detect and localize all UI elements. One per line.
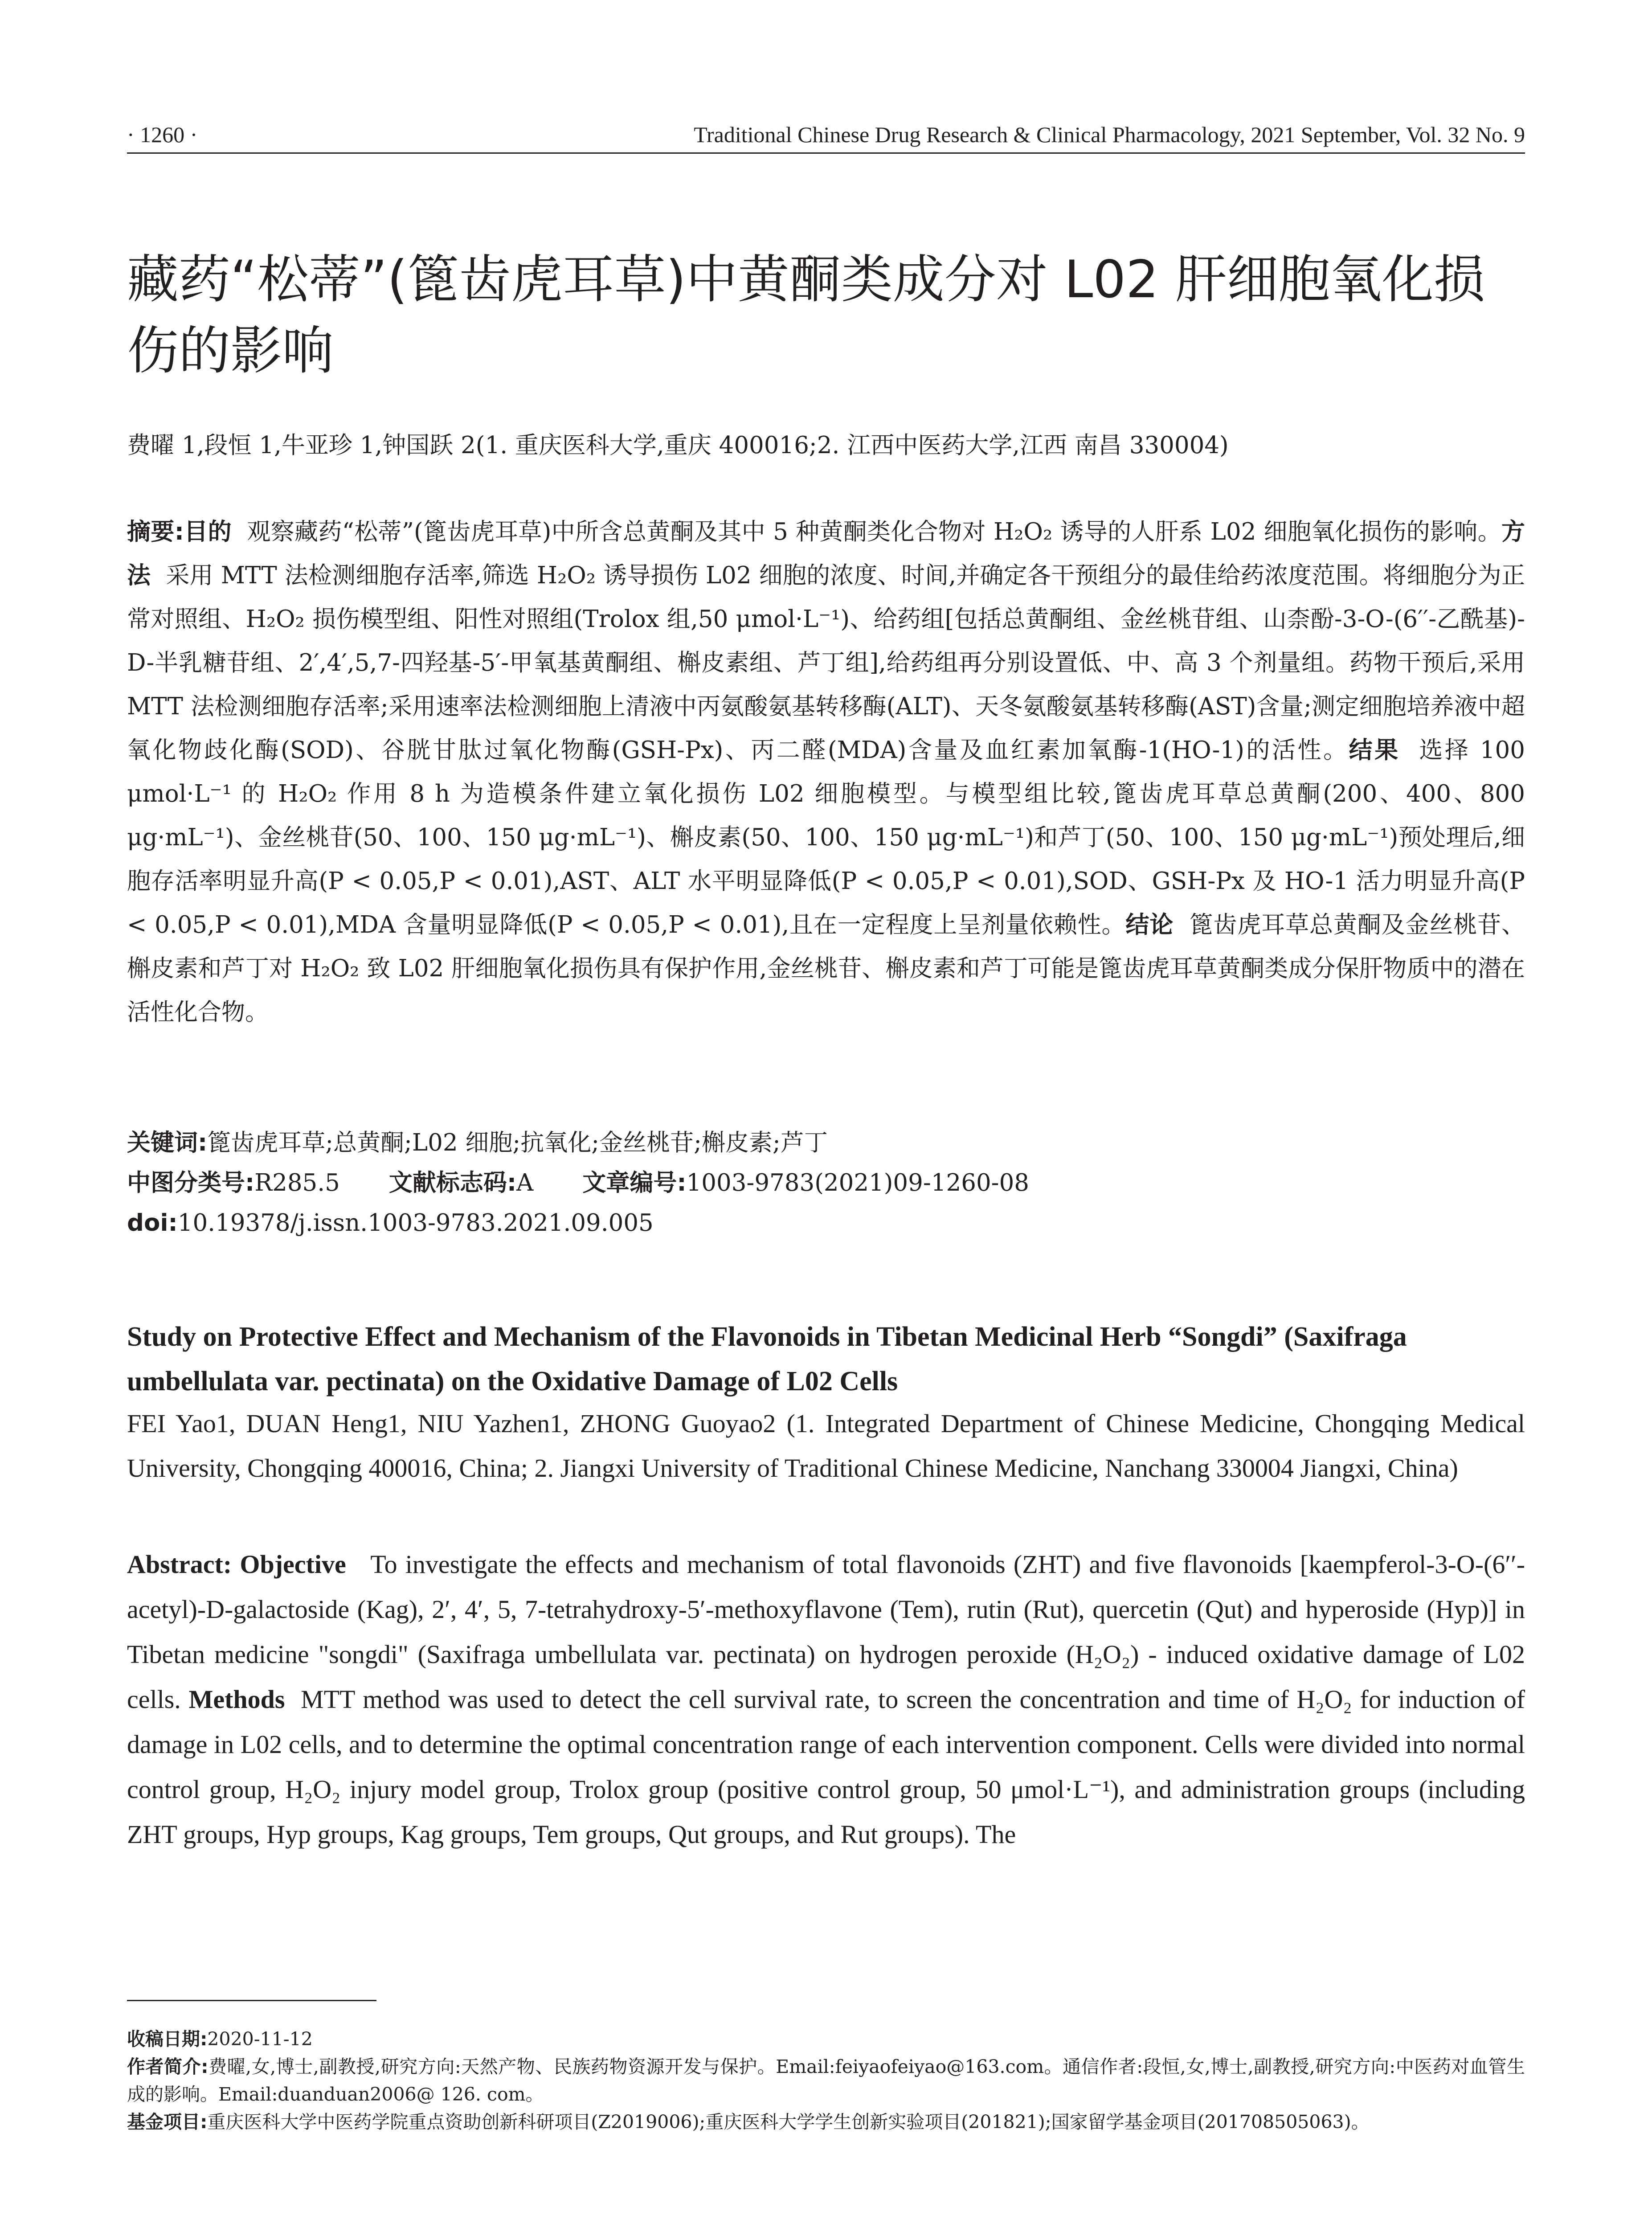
- article-number-label: 文章编号:: [582, 1169, 687, 1196]
- methods-text: 采用 MTT 法检测细胞存活率,筛选 H₂O₂ 诱导损伤 L02 细胞的浓度、时间,并确定各干预组分的最佳给药浓度范围。将细胞分为正常对照组、H₂O₂ 损伤模型组、阳性对照组(Trolox 组,50 μmol·L⁻¹)、给药组[包括总黄酮组、金丝桃苷组、山柰酚-3-O-(6′′-乙酰基)-D-半乳糖苷组、2′,4′,5,7-四羟基-5′-甲氧基黄酮组、槲皮素组、芦丁组],给药组再分别设置低、中、高 3 个剂量组。药物干预后,采用 MTT 法检测细胞存活率;采用速率法检测细胞上清液中丙氨酸氨基转移酶(ALT)、天冬氨酸氨基转移酶(AST)含量;测定细胞培养液中超氧化物歧化酶(SOD)、谷胱甘肽过氧化物酶(GSH-Px)、丙二醛(MDA)含量及血红素加氧酶-1(HO-1)的活性。: [127, 562, 1525, 764]
- results-text: 选择 100 μmol·L⁻¹ 的 H₂O₂ 作用 8 h 为造模条件建立氧化损伤 L02 细胞模型。与模型组比较,篦齿虎耳草总黄酮(200、400、800 μg·mL⁻¹)、金丝桃苷(50、100、150 μg·mL⁻¹)、槲皮素(50、100、150 μg·mL⁻¹)和芦丁(50、100、150 μg·mL⁻¹)预处理后,细胞存活率明显升高(P < 0.05,P < 0.01),AST、ALT 水平明显降低(P < 0.05,P < 0.01),SOD、GSH-Px 及 HO-1 活力明显升高(P < 0.05,P < 0.01),MDA 含量明显降低(P < 0.05,P < 0.01),且在一定程度上呈剂量依赖性。: [127, 737, 1525, 938]
- running-header: [127, 117, 1525, 154]
- doi-line: [127, 1203, 1525, 1243]
- document-code-value: A: [516, 1169, 534, 1196]
- objective-text: 观察藏药“松蒂”(篦齿虎耳草)中所含总黄酮及其中 5 种黄酮类化合物对 H₂O₂ 诱导的人肝系 L02 细胞氧化损伤的影响。: [247, 518, 1502, 545]
- keywords: [127, 1123, 1525, 1163]
- keywords-value: 篦齿虎耳草;总黄酮;L02 细胞;抗氧化;金丝桃苷;槲皮素;芦丁: [207, 1129, 828, 1156]
- doi-label: doi:: [127, 1209, 178, 1237]
- abstract-chinese: [127, 510, 1525, 1034]
- authors-english: FEI Yao1, DUAN Heng1, NIU Yazhen1, ZHONG Guoyao2 (1. Integrated Department of Chinese Medicine, Chongqing Medical University, Chongqing 400016, China; 2. Jiangxi University of Traditional Chinese Medicine, Nanchang 330004 Jiangxi, China): [127, 1409, 1525, 1483]
- keywords-label: 关键词:: [127, 1129, 208, 1156]
- title-english: Study on Protective Effect and Mechanism of the Flavonoids in Tibetan Medicinal Herb “Songdi” (Saxifraga umbellulata var. pectinata) on the Oxidative Damage of L02 Cells: [127, 1322, 1407, 1397]
- objective-en-label: Objective: [240, 1550, 346, 1579]
- clc-value: R285.5: [254, 1169, 340, 1196]
- methods-label: 方法: [127, 518, 1525, 589]
- classification-line: [127, 1163, 1525, 1203]
- conclusion-label: 结论: [1125, 911, 1174, 938]
- objective-label: 目的: [184, 518, 232, 545]
- funding: 基金项目:重庆医科大学中医药学院重点资助创新科研项目(Z2019006);重庆医科大学学生创新实验项目(201821);国家留学基金项目(201708505063)。: [127, 2111, 1370, 2133]
- doi-link[interactable]: 10.19378/j.issn.1003-9783.2021.09.005: [177, 1209, 654, 1237]
- methods-en-label: Methods: [188, 1685, 285, 1714]
- title-chinese: 藏药“松蒂”(篦齿虎耳草)中黄酮类成分对 L02 肝细胞氧化损伤的影响: [127, 250, 1485, 381]
- abstract-english: [127, 1542, 1525, 1857]
- document-code-label: 文献标志码:: [388, 1169, 517, 1196]
- page-number: · 1260 ·: [127, 122, 198, 147]
- footnote-divider: [127, 2000, 376, 2001]
- abstract-label: 摘要:: [127, 518, 184, 545]
- footnotes: [127, 2025, 1525, 2136]
- journal-citation: Traditional Chinese Drug Research & Clinical Pharmacology, 2021 September, Vol. 32 No. 9: [694, 122, 1525, 147]
- results-label: 结果: [1349, 737, 1400, 764]
- authors-chinese: 费曜 1,段恒 1,牛亚珍 1,钟国跃 2(1. 重庆医科大学,重庆 400016;2. 江西中医药大学,江西 南昌 330004): [127, 432, 1229, 459]
- abstract-en-label: Abstract:: [127, 1550, 232, 1579]
- conclusion-text: 篦齿虎耳草总黄酮及金丝桃苷、槲皮素和芦丁对 H₂O₂ 致 L02 肝细胞氧化损伤具有保护作用,金丝桃苷、槲皮素和芦丁可能是篦齿虎耳草黄酮类成分保肝物质中的潜在活性化合物。: [127, 911, 1525, 1026]
- article-number-value: 1003-9783(2021)09-1260-08: [686, 1169, 1030, 1196]
- clc-label: 中图分类号:: [127, 1169, 255, 1196]
- author-bio: 作者简介:费曜,女,博士,副教授,研究方向:天然产物、民族药物资源开发与保护。Email:feiyaofeiyao@163.com。通信作者:段恒,女,博士,副教授,研究方向:中医药对血管生成的影响。Email:duanduan2006@ 126. com。: [127, 2056, 1525, 2105]
- objective-en-text: To investigate the effects and mechanism of total flavonoids (ZHT) and five flavonoids [kaempferol-3-O-(6′′-acetyl)-D-galactoside (Kag), 2′, 4′, 5, 7-tetrahydroxy-5′-methoxyflavone (Tem), rutin (Rut), quercetin (Qut) and hyperoside (Hyp)] in Tibetan medicine "songdi" (Saxifraga umbellulata var. pectinata) on hydrogen peroxide (H₂O₂) - induced oxidative damage of L02 cells.: [127, 1550, 1525, 1714]
- methods-en-text: MTT method was used to detect the cell survival rate, to screen the concentration and time of H₂O₂ for induction of damage in L02 cells, and to determine the optimal concentration range of each intervention component. Cells were divided into normal control group, H₂O₂ injury model group, Trolox group (positive control group, 50 μmol·L⁻¹), and administration groups (including ZHT groups, Hyp groups, Kag groups, Tem groups, Qut groups, and Rut groups). The: [127, 1685, 1525, 1849]
- received-date: 收稿日期:2020-11-12: [127, 2028, 313, 2050]
